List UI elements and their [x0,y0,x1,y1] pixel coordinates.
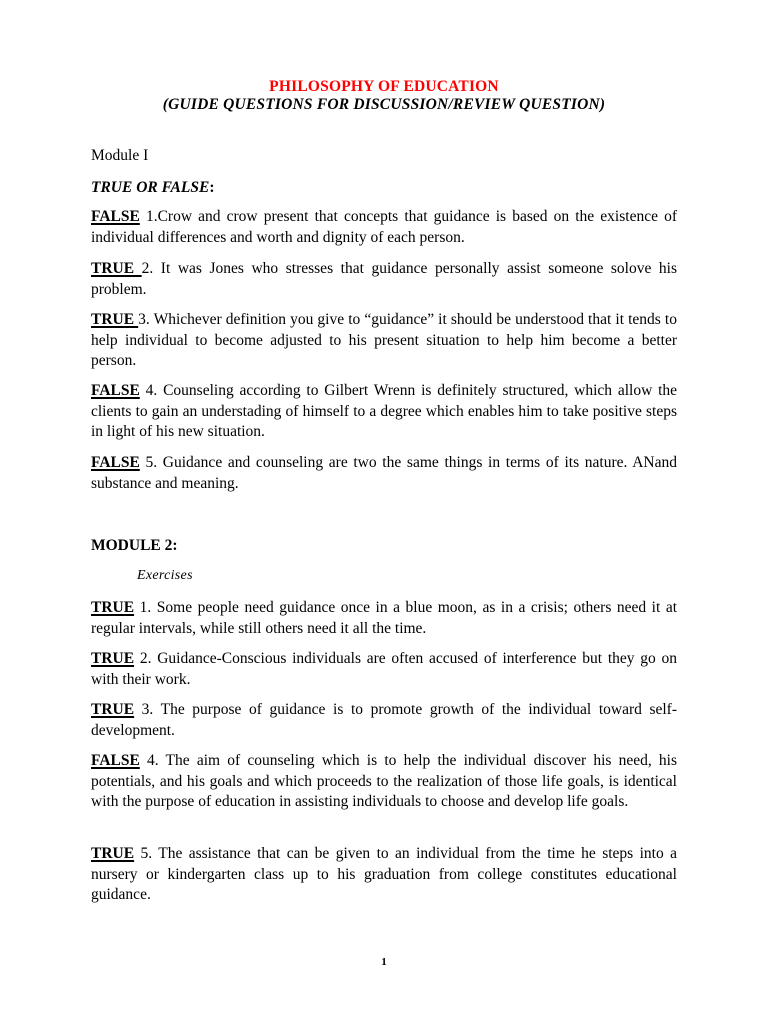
module2-section-heading: Exercises [137,568,193,583]
answer-label: TRUE [91,701,135,718]
question-text: 4. Counseling according to Gilbert Wrenn is definitely structured, which allow the clients to gain an understading of himself to a degree which enables him to take positive steps in light of his new situation. [91,382,678,440]
question-text: 3. The purpose of guidance is to promote growth of the individual toward self-development. [91,701,677,739]
module1-section-heading [91,178,677,199]
module1-section-label: TRUE OR FALSE [91,179,210,196]
document-title: PHILOSOPHY OF EDUCATION [269,78,499,95]
question-item [91,381,677,443]
answer-label: TRUE [91,650,135,667]
answer-label: TRUE [91,599,135,616]
question-text: 5. Guidance and counseling are two the same things in terms of its nature. ANand substance and meaning. [91,454,677,492]
module2-heading: MODULE 2: [91,537,178,554]
page-number: 1 [381,956,387,968]
answer-label: TRUE [91,311,139,328]
question-text: 1. Some people need guidance once in a blue moon, as in a crisis; others need it at regular intervals, while still others need it all the time. [91,599,678,637]
question-text: 3. Whichever definition you give to “guidance” it should be understood that it tends to help individual to become adjusted to his present situation to help him become a better person. [91,311,677,369]
subtitle-close-paren: ) [599,96,606,113]
subtitle-text: (GUIDE QUESTIONS FOR DISCUSSION/REVIEW QUESTION [162,96,600,113]
module1-section-colon: : [209,179,215,196]
question-item [91,649,677,690]
answer-label: FALSE [91,208,140,225]
question-item [91,453,677,494]
answer-label: FALSE [91,454,140,471]
question-text: 1.Crow and crow present that concepts that guidance is based on the existence of individual differences and worth and dignity of each person. [91,208,677,246]
question-text: 2. Guidance-Conscious individuals are often accused of interference but they go on with their work. [91,650,678,688]
answer-gap [140,752,147,769]
document-subtitle [0,96,768,114]
answer-label: TRUE [91,260,142,277]
question-item [91,310,677,372]
answer-label: TRUE [91,845,135,862]
answer-gap [134,701,142,718]
question-text: 2. It was Jones who stresses that guidance personally assist someone solove his problem. [91,260,677,298]
question-item [91,598,677,639]
question-item [91,259,677,300]
answer-label: FALSE [91,382,140,399]
module1-heading: Module I [91,147,149,164]
answer-label: FALSE [91,752,140,769]
question-item [91,207,677,248]
question-text: 5. The assistance that can be given to an individual from the time he steps into a nursery or kindergarten class up to his graduation from college constitutes educational guidance. [91,845,677,903]
question-item [91,844,677,906]
question-item [91,751,677,813]
question-item [91,700,677,741]
question-text: 4. The aim of counseling which is to help the individual discover his need, his potentials, and his goals and which proceeds to the realization of those life goals, is identical with the purpose of education in assisting individuals to choose and develop life goals. [91,752,678,810]
